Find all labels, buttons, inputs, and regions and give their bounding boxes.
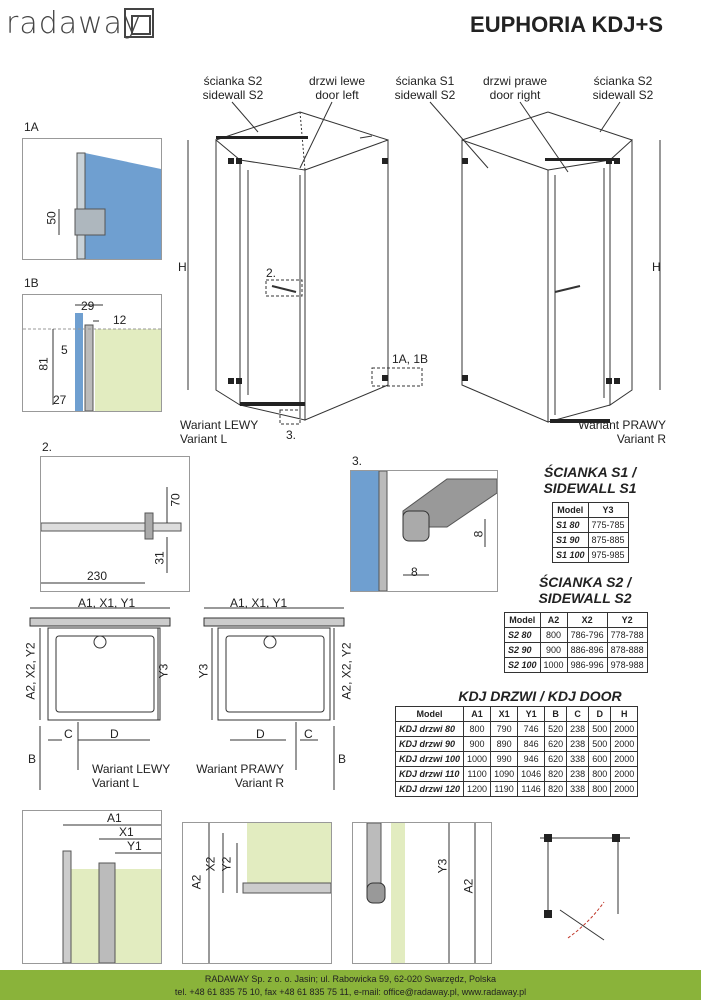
table-cell: 1146 <box>518 782 545 797</box>
table-cell: 520 <box>545 722 567 737</box>
table-cell: 800 <box>589 782 611 797</box>
label-s2-right: ścianka S2 sidewall S2 <box>592 74 654 102</box>
plan-left-caption: Wariant LEWY Variant L <box>92 762 171 790</box>
bottom-a1: A1 <box>107 811 122 825</box>
table-cell: 800 <box>540 628 567 643</box>
table-cell: KDJ drzwi 90 <box>396 737 464 752</box>
table-header: X2 <box>567 613 607 628</box>
table-cell: 2000 <box>611 767 638 782</box>
table-cell: 820 <box>545 782 567 797</box>
page-title: EUPHORIA KDJ+S <box>470 12 663 37</box>
table-cell: 975-985 <box>588 548 628 563</box>
table-header: B <box>545 707 567 722</box>
plan-left-b: B <box>28 752 37 766</box>
table-cell: 820 <box>545 767 567 782</box>
table-header: Y2 <box>607 613 647 628</box>
table-cell: 338 <box>567 752 589 767</box>
footer <box>0 970 701 1000</box>
table-cell: 886-896 <box>567 643 607 658</box>
table-cell: 800 <box>589 767 611 782</box>
detail-1b-d12: 12 <box>113 313 127 327</box>
table-cell: 1000 <box>540 658 567 673</box>
label-s2-left: ścianka S2 sidewall S2 <box>202 74 264 102</box>
table-cell: 238 <box>567 722 589 737</box>
table-cell: KDJ drzwi 80 <box>396 722 464 737</box>
table-cell: 620 <box>545 737 567 752</box>
table-cell: 786-796 <box>567 628 607 643</box>
plan-right-side-dims: A2, X2, Y2 <box>339 642 354 700</box>
table-header: A2 <box>540 613 567 628</box>
table-header: A1 <box>464 707 491 722</box>
label-s1: ścianka S1 sidewall S2 <box>394 74 456 102</box>
table-cell: 986-996 <box>567 658 607 673</box>
table-cell: 990 <box>491 752 518 767</box>
detail-2-tag: 2. <box>42 440 53 454</box>
variant-left-caption: Wariant LEWY Variant L <box>180 418 259 446</box>
table-cell: S2 100 <box>505 658 541 673</box>
table-cell: 238 <box>567 737 589 752</box>
detail-3-d8a: 8 <box>471 530 486 538</box>
bottom-x2: X2 <box>203 856 218 872</box>
table-cell: 978-988 <box>607 658 647 673</box>
table-cell: S1 100 <box>553 548 589 563</box>
plan-left-d: D <box>110 727 119 741</box>
table-cell: 1090 <box>491 767 518 782</box>
label-door-left: drzwi lewe door left <box>308 74 365 102</box>
table-cell: 500 <box>589 722 611 737</box>
table-cell: 800 <box>464 722 491 737</box>
table-cell: 1200 <box>464 782 491 797</box>
table-cell: 500 <box>589 737 611 752</box>
table-cell: 878-888 <box>607 643 647 658</box>
plan-right-y3: Y3 <box>196 663 211 679</box>
table-cell: 775-785 <box>588 518 628 533</box>
plan-left-top-dims: A1, X1, Y1 <box>78 596 136 610</box>
bottom-a2: A2 <box>189 874 204 890</box>
table-cell: KDJ drzwi 110 <box>396 767 464 782</box>
s1-table-title: ŚCIANKA S1 / SIDEWALL S1 <box>543 464 637 496</box>
bottom-a2-right: A2 <box>461 878 476 894</box>
detail-1b-d27: 27 <box>53 393 67 407</box>
table-cell: 778-788 <box>607 628 647 643</box>
table-cell: 2000 <box>611 722 638 737</box>
table-header: Model <box>396 707 464 722</box>
kdj-table-title: KDJ DRZWI / KDJ DOOR <box>458 688 622 704</box>
table-cell: 2000 <box>611 782 638 797</box>
table-cell: 946 <box>518 752 545 767</box>
plan-left-y3: Y3 <box>156 663 171 679</box>
table-cell: 1100 <box>464 767 491 782</box>
table-cell: 238 <box>567 767 589 782</box>
dim-h-right: H <box>652 260 661 274</box>
table-header: D <box>589 707 611 722</box>
table-cell: 1000 <box>464 752 491 767</box>
table-cell: 875-885 <box>588 533 628 548</box>
table-cell: KDJ drzwi 120 <box>396 782 464 797</box>
detail-2-d230: 230 <box>87 569 108 583</box>
detail-1b-d29: 29 <box>81 299 95 313</box>
detail-2-d31: 31 <box>152 551 167 565</box>
table-header: C <box>567 707 589 722</box>
detail-1b-d81: 81 <box>36 357 51 371</box>
bottom-y3: Y3 <box>435 858 450 874</box>
plan-right-caption: Wariant PRAWY Variant R <box>196 762 284 790</box>
table-cell: 600 <box>589 752 611 767</box>
table-cell: 890 <box>491 737 518 752</box>
bottom-y1: Y1 <box>127 839 142 853</box>
ref-2: 2. <box>266 266 277 280</box>
s2-table-title: ŚCIANKA S2 / SIDEWALL S2 <box>538 574 632 606</box>
table-header: X1 <box>491 707 518 722</box>
plan-left-side-dims: A2, X2, Y2 <box>23 642 38 700</box>
detail-1a-tag: 1A <box>24 120 39 134</box>
detail-3-d8b: 8 <box>411 565 418 579</box>
label-door-right: drzwi prawe door right <box>482 74 548 102</box>
table-header: Model <box>553 503 589 518</box>
plan-right-d: D <box>256 727 265 741</box>
detail-1a-dim: 50 <box>44 211 59 225</box>
table-cell: S2 90 <box>505 643 541 658</box>
ref-3: 3. <box>286 428 297 442</box>
table-cell: 900 <box>540 643 567 658</box>
table-cell: 620 <box>545 752 567 767</box>
detail-2-d70: 70 <box>168 493 183 507</box>
bottom-x1: X1 <box>119 825 134 839</box>
plan-right-b: B <box>338 752 347 766</box>
table-cell: 1190 <box>491 782 518 797</box>
table-cell: 790 <box>491 722 518 737</box>
table-cell: S1 90 <box>553 533 589 548</box>
brand-logo: radaway <box>6 6 142 41</box>
table-header: Y1 <box>518 707 545 722</box>
table-cell: 746 <box>518 722 545 737</box>
detail-3-tag: 3. <box>352 454 363 468</box>
plan-right-top-dims: A1, X1, Y1 <box>230 596 288 610</box>
footer-address: RADAWAY Sp. z o. o. Jasin; ul. Rabowicka 59, 62-020 Swarzędz, Polska <box>204 974 497 984</box>
detail-1b-d5: 5 <box>61 343 68 357</box>
detail-1b-tag: 1B <box>24 276 39 290</box>
table-cell: 338 <box>567 782 589 797</box>
ref-1a1b: 1A, 1B <box>392 352 429 366</box>
table-cell: 846 <box>518 737 545 752</box>
table-cell: 2000 <box>611 752 638 767</box>
plan-right-c: C <box>304 727 313 741</box>
footer-contacts: tel. +48 61 835 75 10, fax +48 61 835 75 11, e-mail: office@radaway.pl, www.radaway.pl <box>174 987 527 997</box>
table-header: H <box>611 707 638 722</box>
table-header: Y3 <box>588 503 628 518</box>
table-cell: S1 80 <box>553 518 589 533</box>
table-cell: 900 <box>464 737 491 752</box>
dim-h-left: H <box>178 260 187 274</box>
plan-left-c: C <box>64 727 73 741</box>
variant-right-caption: Wariant PRAWY Variant R <box>578 418 666 446</box>
table-cell: S2 80 <box>505 628 541 643</box>
table-header: Model <box>505 613 541 628</box>
table-cell: KDJ drzwi 100 <box>396 752 464 767</box>
table-cell: 2000 <box>611 737 638 752</box>
table-cell: 1046 <box>518 767 545 782</box>
bottom-y2: Y2 <box>219 856 234 872</box>
